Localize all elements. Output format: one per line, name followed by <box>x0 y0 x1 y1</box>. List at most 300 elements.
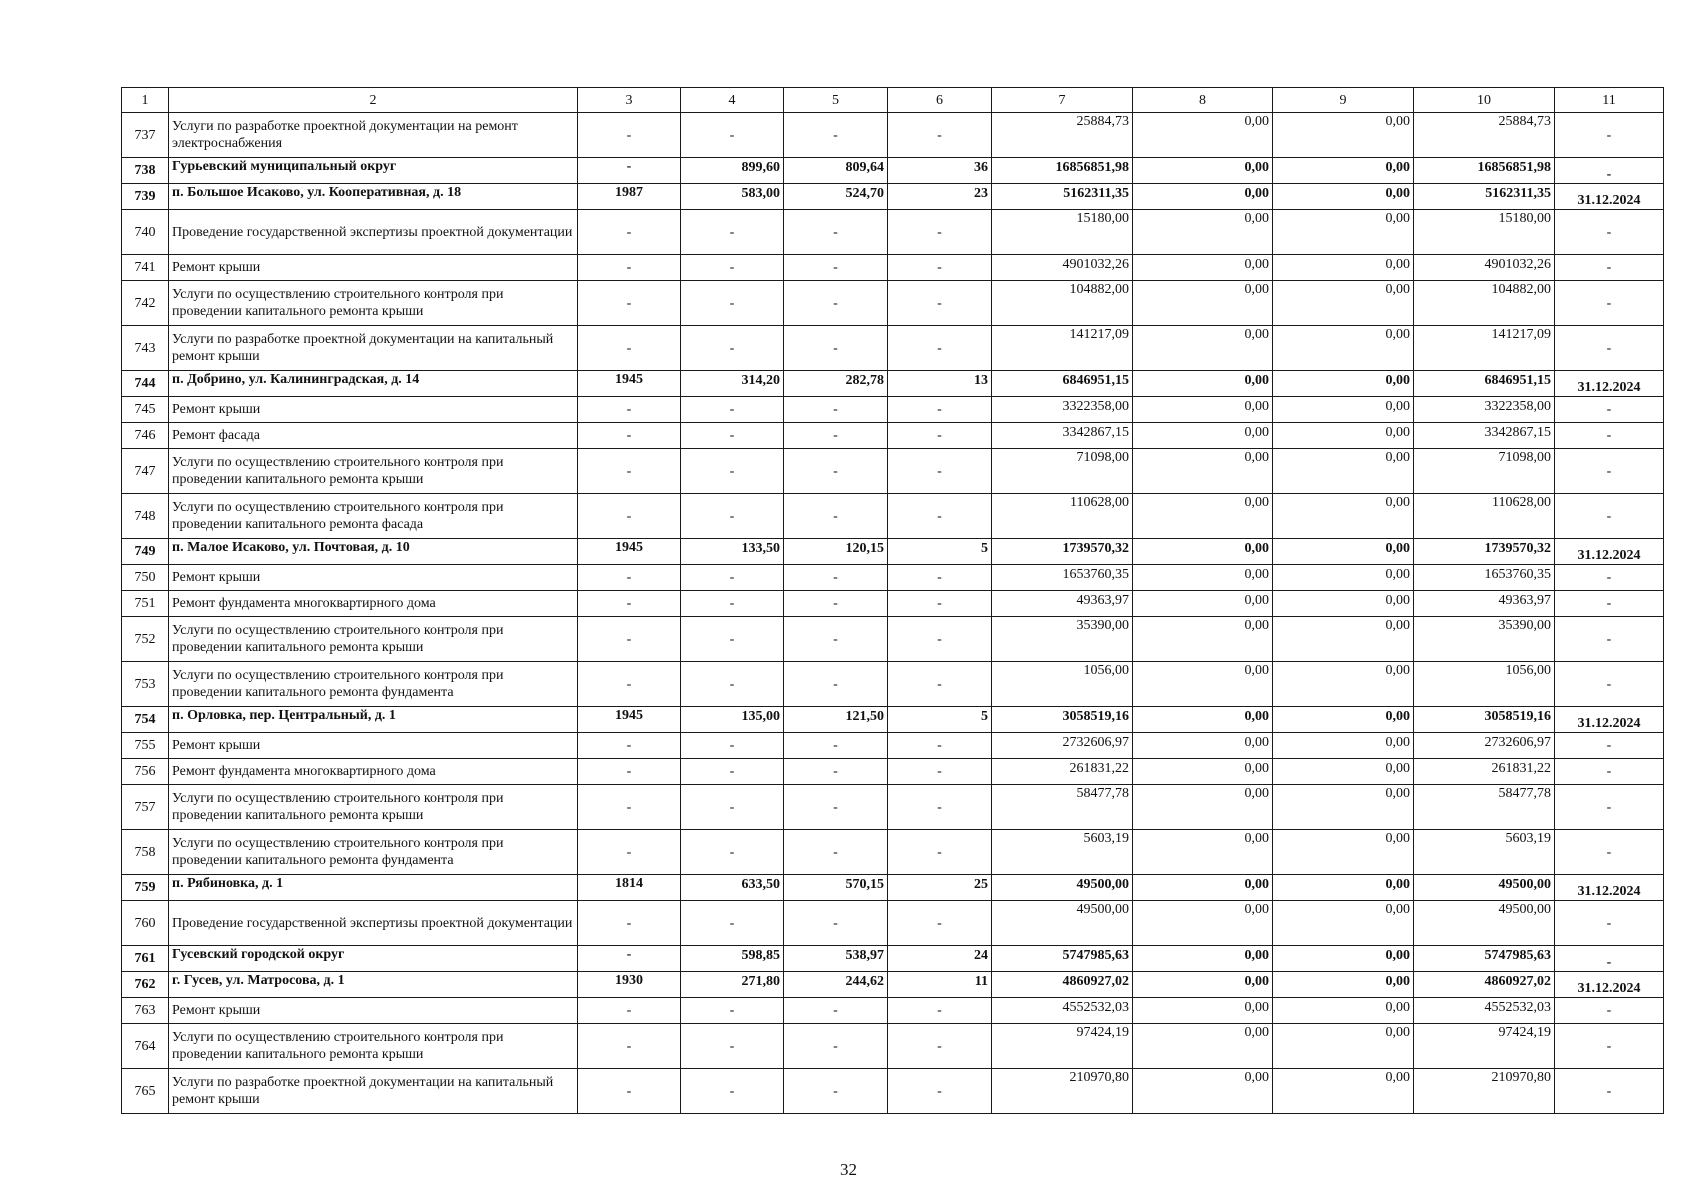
living-area-cell: 282,78 <box>784 371 888 397</box>
year-cell: 1945 <box>578 707 681 733</box>
budget-cost-cell: 0,00 <box>1273 158 1414 184</box>
living-area-cell: - <box>784 1024 888 1069</box>
row-number-cell: 745 <box>122 397 169 423</box>
budget-cost-cell: 0,00 <box>1273 759 1414 785</box>
table-row <box>122 946 1664 972</box>
completion-date-cell: 31.12.2024 <box>1555 972 1664 998</box>
table-row <box>122 1069 1664 1114</box>
total-cost-cell: 2732606,97 <box>992 733 1133 759</box>
work-name-cell: Услуги по разработке проектной документации на капитальный ремонт крыши <box>169 326 578 371</box>
residents-cell: - <box>888 449 992 494</box>
table-row <box>122 830 1664 875</box>
table-row <box>122 901 1664 946</box>
row-number-cell: 755 <box>122 733 169 759</box>
total-cost-cell: 261831,22 <box>992 759 1133 785</box>
living-area-cell: - <box>784 733 888 759</box>
row-number-cell: 739 <box>122 184 169 210</box>
owner-cost-cell: 97424,19 <box>1414 1024 1555 1069</box>
total-area-cell: - <box>681 759 784 785</box>
residents-cell: 11 <box>888 972 992 998</box>
living-area-cell: - <box>784 255 888 281</box>
work-name-cell: Гурьевский муниципальный округ <box>169 158 578 184</box>
work-name-cell: Ремонт фасада <box>169 423 578 449</box>
row-number-cell: 762 <box>122 972 169 998</box>
fund-cost-cell: 0,00 <box>1133 617 1273 662</box>
residents-cell: - <box>888 759 992 785</box>
row-number-cell: 751 <box>122 591 169 617</box>
residents-cell: - <box>888 901 992 946</box>
living-area-cell: - <box>784 210 888 255</box>
fund-cost-cell: 0,00 <box>1133 591 1273 617</box>
living-area-cell: - <box>784 449 888 494</box>
completion-date-cell: - <box>1555 901 1664 946</box>
budget-cost-cell: 0,00 <box>1273 494 1414 539</box>
work-name-cell: п. Орловка, пер. Центральный, д. 1 <box>169 707 578 733</box>
total-cost-cell: 210970,80 <box>992 1069 1133 1114</box>
living-area-cell: - <box>784 494 888 539</box>
residents-cell: 23 <box>888 184 992 210</box>
fund-cost-cell: 0,00 <box>1133 759 1273 785</box>
residents-cell: - <box>888 1024 992 1069</box>
year-cell: - <box>578 1069 681 1114</box>
table-row <box>122 972 1664 998</box>
residents-cell: 25 <box>888 875 992 901</box>
year-cell: - <box>578 423 681 449</box>
fund-cost-cell: 0,00 <box>1133 158 1273 184</box>
row-number-cell: 753 <box>122 662 169 707</box>
capital-repair-table <box>121 87 1664 1114</box>
fund-cost-cell: 0,00 <box>1133 875 1273 901</box>
total-cost-cell: 141217,09 <box>992 326 1133 371</box>
completion-date-cell: - <box>1555 397 1664 423</box>
living-area-cell: - <box>784 617 888 662</box>
row-number-cell: 761 <box>122 946 169 972</box>
completion-date-cell: - <box>1555 998 1664 1024</box>
total-area-cell: - <box>681 113 784 158</box>
owner-cost-cell: 141217,09 <box>1414 326 1555 371</box>
living-area-cell: - <box>784 565 888 591</box>
year-cell: - <box>578 733 681 759</box>
fund-cost-cell: 0,00 <box>1133 397 1273 423</box>
page-number: 32 <box>840 1160 857 1179</box>
living-area-cell: - <box>784 1069 888 1114</box>
completion-date-cell: 31.12.2024 <box>1555 184 1664 210</box>
completion-date-cell: - <box>1555 565 1664 591</box>
living-area-cell: - <box>784 759 888 785</box>
total-cost-cell: 5603,19 <box>992 830 1133 875</box>
completion-date-cell: - <box>1555 591 1664 617</box>
total-area-cell: - <box>681 785 784 830</box>
year-cell: - <box>578 113 681 158</box>
residents-cell: 5 <box>888 707 992 733</box>
owner-cost-cell: 3322358,00 <box>1414 397 1555 423</box>
table-row <box>122 539 1664 565</box>
completion-date-cell: - <box>1555 494 1664 539</box>
budget-cost-cell: 0,00 <box>1273 397 1414 423</box>
total-cost-cell: 4552532,03 <box>992 998 1133 1024</box>
owner-cost-cell: 25884,73 <box>1414 113 1555 158</box>
total-cost-cell: 16856851,98 <box>992 158 1133 184</box>
year-cell: 1930 <box>578 972 681 998</box>
residents-cell: - <box>888 326 992 371</box>
living-area-cell: 244,62 <box>784 972 888 998</box>
owner-cost-cell: 4860927,02 <box>1414 972 1555 998</box>
total-cost-cell: 71098,00 <box>992 449 1133 494</box>
year-cell: - <box>578 397 681 423</box>
row-number-cell: 748 <box>122 494 169 539</box>
fund-cost-cell: 0,00 <box>1133 281 1273 326</box>
total-area-cell: - <box>681 591 784 617</box>
completion-date-cell: - <box>1555 423 1664 449</box>
total-cost-cell: 1653760,35 <box>992 565 1133 591</box>
owner-cost-cell: 110628,00 <box>1414 494 1555 539</box>
owner-cost-cell: 6846951,15 <box>1414 371 1555 397</box>
budget-cost-cell: 0,00 <box>1273 901 1414 946</box>
fund-cost-cell: 0,00 <box>1133 423 1273 449</box>
fund-cost-cell: 0,00 <box>1133 998 1273 1024</box>
residents-cell: - <box>888 210 992 255</box>
row-number-cell: 764 <box>122 1024 169 1069</box>
living-area-cell: - <box>784 113 888 158</box>
work-name-cell: Гусевский городской округ <box>169 946 578 972</box>
budget-cost-cell: 0,00 <box>1273 371 1414 397</box>
total-cost-cell: 49500,00 <box>992 901 1133 946</box>
work-name-cell: Услуги по осуществлению строительного контроля при проведении капитального ремонта крыши <box>169 281 578 326</box>
completion-date-cell: - <box>1555 326 1664 371</box>
total-area-cell: - <box>681 830 784 875</box>
owner-cost-cell: 16856851,98 <box>1414 158 1555 184</box>
table-row <box>122 113 1664 158</box>
total-cost-cell: 6846951,15 <box>992 371 1133 397</box>
year-cell: - <box>578 255 681 281</box>
total-area-cell: 314,20 <box>681 371 784 397</box>
total-cost-cell: 49500,00 <box>992 875 1133 901</box>
year-cell: - <box>578 830 681 875</box>
completion-date-cell: - <box>1555 113 1664 158</box>
budget-cost-cell: 0,00 <box>1273 875 1414 901</box>
total-area-cell: 633,50 <box>681 875 784 901</box>
owner-cost-cell: 4901032,26 <box>1414 255 1555 281</box>
work-name-cell: Услуги по осуществлению строительного контроля при проведении капитального ремонта крыши <box>169 1024 578 1069</box>
year-cell: - <box>578 158 681 184</box>
budget-cost-cell: 0,00 <box>1273 998 1414 1024</box>
total-cost-cell: 104882,00 <box>992 281 1133 326</box>
row-number-cell: 744 <box>122 371 169 397</box>
total-area-cell: - <box>681 733 784 759</box>
table-row <box>122 184 1664 210</box>
work-name-cell: п. Рябиновка, д. 1 <box>169 875 578 901</box>
year-cell: - <box>578 591 681 617</box>
living-area-cell: - <box>784 998 888 1024</box>
completion-date-cell: - <box>1555 662 1664 707</box>
fund-cost-cell: 0,00 <box>1133 1069 1273 1114</box>
year-cell: - <box>578 281 681 326</box>
completion-date-cell: 31.12.2024 <box>1555 371 1664 397</box>
column-header: 11 <box>1555 88 1664 113</box>
work-name-cell: п. Большое Исаково, ул. Кооперативная, д. 18 <box>169 184 578 210</box>
work-name-cell: Услуги по осуществлению строительного контроля при проведении капитального ремонта крыши <box>169 617 578 662</box>
total-area-cell: - <box>681 662 784 707</box>
header-row <box>122 88 1664 113</box>
fund-cost-cell: 0,00 <box>1133 565 1273 591</box>
year-cell: - <box>578 662 681 707</box>
total-area-cell: - <box>681 423 784 449</box>
total-area-cell: - <box>681 210 784 255</box>
table-row <box>122 449 1664 494</box>
table-row <box>122 707 1664 733</box>
completion-date-cell: - <box>1555 1024 1664 1069</box>
owner-cost-cell: 261831,22 <box>1414 759 1555 785</box>
total-area-cell: - <box>681 449 784 494</box>
living-area-cell: 524,70 <box>784 184 888 210</box>
residents-cell: - <box>888 113 992 158</box>
completion-date-cell: - <box>1555 158 1664 184</box>
completion-date-cell: - <box>1555 617 1664 662</box>
owner-cost-cell: 58477,78 <box>1414 785 1555 830</box>
total-area-cell: 598,85 <box>681 946 784 972</box>
row-number-cell: 754 <box>122 707 169 733</box>
year-cell: - <box>578 565 681 591</box>
total-area-cell: - <box>681 326 784 371</box>
residents-cell: 13 <box>888 371 992 397</box>
completion-date-cell: - <box>1555 946 1664 972</box>
row-number-cell: 759 <box>122 875 169 901</box>
budget-cost-cell: 0,00 <box>1273 565 1414 591</box>
year-cell: - <box>578 449 681 494</box>
budget-cost-cell: 0,00 <box>1273 617 1414 662</box>
completion-date-cell: - <box>1555 1069 1664 1114</box>
year-cell: - <box>578 1024 681 1069</box>
year-cell: - <box>578 785 681 830</box>
owner-cost-cell: 35390,00 <box>1414 617 1555 662</box>
table-row <box>122 875 1664 901</box>
total-cost-cell: 1056,00 <box>992 662 1133 707</box>
total-area-cell: - <box>681 281 784 326</box>
living-area-cell: 809,64 <box>784 158 888 184</box>
total-area-cell: 271,80 <box>681 972 784 998</box>
total-cost-cell: 5747985,63 <box>992 946 1133 972</box>
budget-cost-cell: 0,00 <box>1273 1069 1414 1114</box>
completion-date-cell: 31.12.2024 <box>1555 707 1664 733</box>
table-row <box>122 397 1664 423</box>
residents-cell: - <box>888 494 992 539</box>
total-area-cell: 583,00 <box>681 184 784 210</box>
fund-cost-cell: 0,00 <box>1133 255 1273 281</box>
residents-cell: - <box>888 785 992 830</box>
column-header: 5 <box>784 88 888 113</box>
table-row <box>122 662 1664 707</box>
row-number-cell: 758 <box>122 830 169 875</box>
owner-cost-cell: 49363,97 <box>1414 591 1555 617</box>
fund-cost-cell: 0,00 <box>1133 946 1273 972</box>
column-header: 10 <box>1414 88 1555 113</box>
total-area-cell: - <box>681 1069 784 1114</box>
residents-cell: 36 <box>888 158 992 184</box>
total-area-cell: - <box>681 617 784 662</box>
table-row <box>122 158 1664 184</box>
residents-cell: - <box>888 423 992 449</box>
column-header: 7 <box>992 88 1133 113</box>
column-header: 6 <box>888 88 992 113</box>
budget-cost-cell: 0,00 <box>1273 281 1414 326</box>
work-name-cell: Ремонт фундамента многоквартирного дома <box>169 759 578 785</box>
total-cost-cell: 5162311,35 <box>992 184 1133 210</box>
row-number-cell: 763 <box>122 998 169 1024</box>
table-row <box>122 785 1664 830</box>
row-number-cell: 757 <box>122 785 169 830</box>
living-area-cell: - <box>784 785 888 830</box>
total-area-cell: - <box>681 901 784 946</box>
residents-cell: 24 <box>888 946 992 972</box>
living-area-cell: 121,50 <box>784 707 888 733</box>
owner-cost-cell: 1653760,35 <box>1414 565 1555 591</box>
budget-cost-cell: 0,00 <box>1273 539 1414 565</box>
total-area-cell: 135,00 <box>681 707 784 733</box>
residents-cell: - <box>888 397 992 423</box>
budget-cost-cell: 0,00 <box>1273 946 1414 972</box>
row-number-cell: 740 <box>122 210 169 255</box>
work-name-cell: Услуги по осуществлению строительного контроля при проведении капитального ремонта фундамента <box>169 662 578 707</box>
table-row <box>122 255 1664 281</box>
fund-cost-cell: 0,00 <box>1133 326 1273 371</box>
completion-date-cell: - <box>1555 210 1664 255</box>
residents-cell: - <box>888 617 992 662</box>
row-number-cell: 760 <box>122 901 169 946</box>
fund-cost-cell: 0,00 <box>1133 539 1273 565</box>
owner-cost-cell: 210970,80 <box>1414 1069 1555 1114</box>
year-cell: 1814 <box>578 875 681 901</box>
fund-cost-cell: 0,00 <box>1133 972 1273 998</box>
owner-cost-cell: 49500,00 <box>1414 875 1555 901</box>
table-row <box>122 617 1664 662</box>
row-number-cell: 765 <box>122 1069 169 1114</box>
year-cell: - <box>578 210 681 255</box>
budget-cost-cell: 0,00 <box>1273 210 1414 255</box>
year-cell: 1987 <box>578 184 681 210</box>
budget-cost-cell: 0,00 <box>1273 662 1414 707</box>
work-name-cell: Услуги по разработке проектной документации на капитальный ремонт крыши <box>169 1069 578 1114</box>
fund-cost-cell: 0,00 <box>1133 901 1273 946</box>
owner-cost-cell: 1056,00 <box>1414 662 1555 707</box>
year-cell: - <box>578 759 681 785</box>
residents-cell: - <box>888 255 992 281</box>
work-name-cell: Услуги по разработке проектной документации на ремонт электроснабжения <box>169 113 578 158</box>
completion-date-cell: - <box>1555 733 1664 759</box>
completion-date-cell: - <box>1555 449 1664 494</box>
fund-cost-cell: 0,00 <box>1133 707 1273 733</box>
owner-cost-cell: 71098,00 <box>1414 449 1555 494</box>
row-number-cell: 752 <box>122 617 169 662</box>
fund-cost-cell: 0,00 <box>1133 1024 1273 1069</box>
total-cost-cell: 15180,00 <box>992 210 1133 255</box>
table-row <box>122 998 1664 1024</box>
owner-cost-cell: 49500,00 <box>1414 901 1555 946</box>
work-name-cell: Ремонт крыши <box>169 255 578 281</box>
work-name-cell: п. Добрино, ул. Калининградская, д. 14 <box>169 371 578 397</box>
row-number-cell: 747 <box>122 449 169 494</box>
living-area-cell: - <box>784 397 888 423</box>
total-area-cell: - <box>681 998 784 1024</box>
year-cell: - <box>578 901 681 946</box>
budget-cost-cell: 0,00 <box>1273 326 1414 371</box>
owner-cost-cell: 5603,19 <box>1414 830 1555 875</box>
budget-cost-cell: 0,00 <box>1273 707 1414 733</box>
year-cell: - <box>578 494 681 539</box>
fund-cost-cell: 0,00 <box>1133 113 1273 158</box>
completion-date-cell: - <box>1555 830 1664 875</box>
living-area-cell: 538,97 <box>784 946 888 972</box>
budget-cost-cell: 0,00 <box>1273 972 1414 998</box>
total-area-cell: 133,50 <box>681 539 784 565</box>
row-number-cell: 750 <box>122 565 169 591</box>
fund-cost-cell: 0,00 <box>1133 733 1273 759</box>
column-header: 1 <box>122 88 169 113</box>
total-area-cell: - <box>681 565 784 591</box>
row-number-cell: 738 <box>122 158 169 184</box>
living-area-cell: 570,15 <box>784 875 888 901</box>
row-number-cell: 741 <box>122 255 169 281</box>
row-number-cell: 749 <box>122 539 169 565</box>
completion-date-cell: - <box>1555 281 1664 326</box>
work-name-cell: Услуги по осуществлению строительного контроля при проведении капитального ремонта фундамента <box>169 830 578 875</box>
column-header: 4 <box>681 88 784 113</box>
fund-cost-cell: 0,00 <box>1133 210 1273 255</box>
total-area-cell: - <box>681 1024 784 1069</box>
total-area-cell: - <box>681 494 784 539</box>
completion-date-cell: - <box>1555 785 1664 830</box>
total-cost-cell: 1739570,32 <box>992 539 1133 565</box>
total-cost-cell: 3342867,15 <box>992 423 1133 449</box>
table-row <box>122 565 1664 591</box>
work-name-cell: Ремонт фундамента многоквартирного дома <box>169 591 578 617</box>
work-name-cell: Ремонт крыши <box>169 998 578 1024</box>
total-area-cell: - <box>681 255 784 281</box>
owner-cost-cell: 4552532,03 <box>1414 998 1555 1024</box>
table-row <box>122 281 1664 326</box>
work-name-cell: г. Гусев, ул. Матросова, д. 1 <box>169 972 578 998</box>
year-cell: 1945 <box>578 371 681 397</box>
living-area-cell: - <box>784 830 888 875</box>
budget-cost-cell: 0,00 <box>1273 830 1414 875</box>
residents-cell: - <box>888 591 992 617</box>
fund-cost-cell: 0,00 <box>1133 662 1273 707</box>
total-area-cell: 899,60 <box>681 158 784 184</box>
work-name-cell: Услуги по осуществлению строительного контроля при проведении капитального ремонта крыши <box>169 785 578 830</box>
table-row <box>122 494 1664 539</box>
residents-cell: - <box>888 281 992 326</box>
residents-cell: - <box>888 565 992 591</box>
work-name-cell: Ремонт крыши <box>169 397 578 423</box>
fund-cost-cell: 0,00 <box>1133 371 1273 397</box>
completion-date-cell: 31.12.2024 <box>1555 875 1664 901</box>
work-name-cell: Услуги по осуществлению строительного контроля при проведении капитального ремонта крыши <box>169 449 578 494</box>
living-area-cell: - <box>784 901 888 946</box>
residents-cell: - <box>888 733 992 759</box>
completion-date-cell: - <box>1555 255 1664 281</box>
owner-cost-cell: 2732606,97 <box>1414 733 1555 759</box>
residents-cell: - <box>888 662 992 707</box>
row-number-cell: 746 <box>122 423 169 449</box>
residents-cell: - <box>888 830 992 875</box>
row-number-cell: 743 <box>122 326 169 371</box>
living-area-cell: - <box>784 281 888 326</box>
row-number-cell: 737 <box>122 113 169 158</box>
residents-cell: - <box>888 1069 992 1114</box>
table-row <box>122 1024 1664 1069</box>
owner-cost-cell: 5747985,63 <box>1414 946 1555 972</box>
budget-cost-cell: 0,00 <box>1273 733 1414 759</box>
living-area-cell: - <box>784 662 888 707</box>
